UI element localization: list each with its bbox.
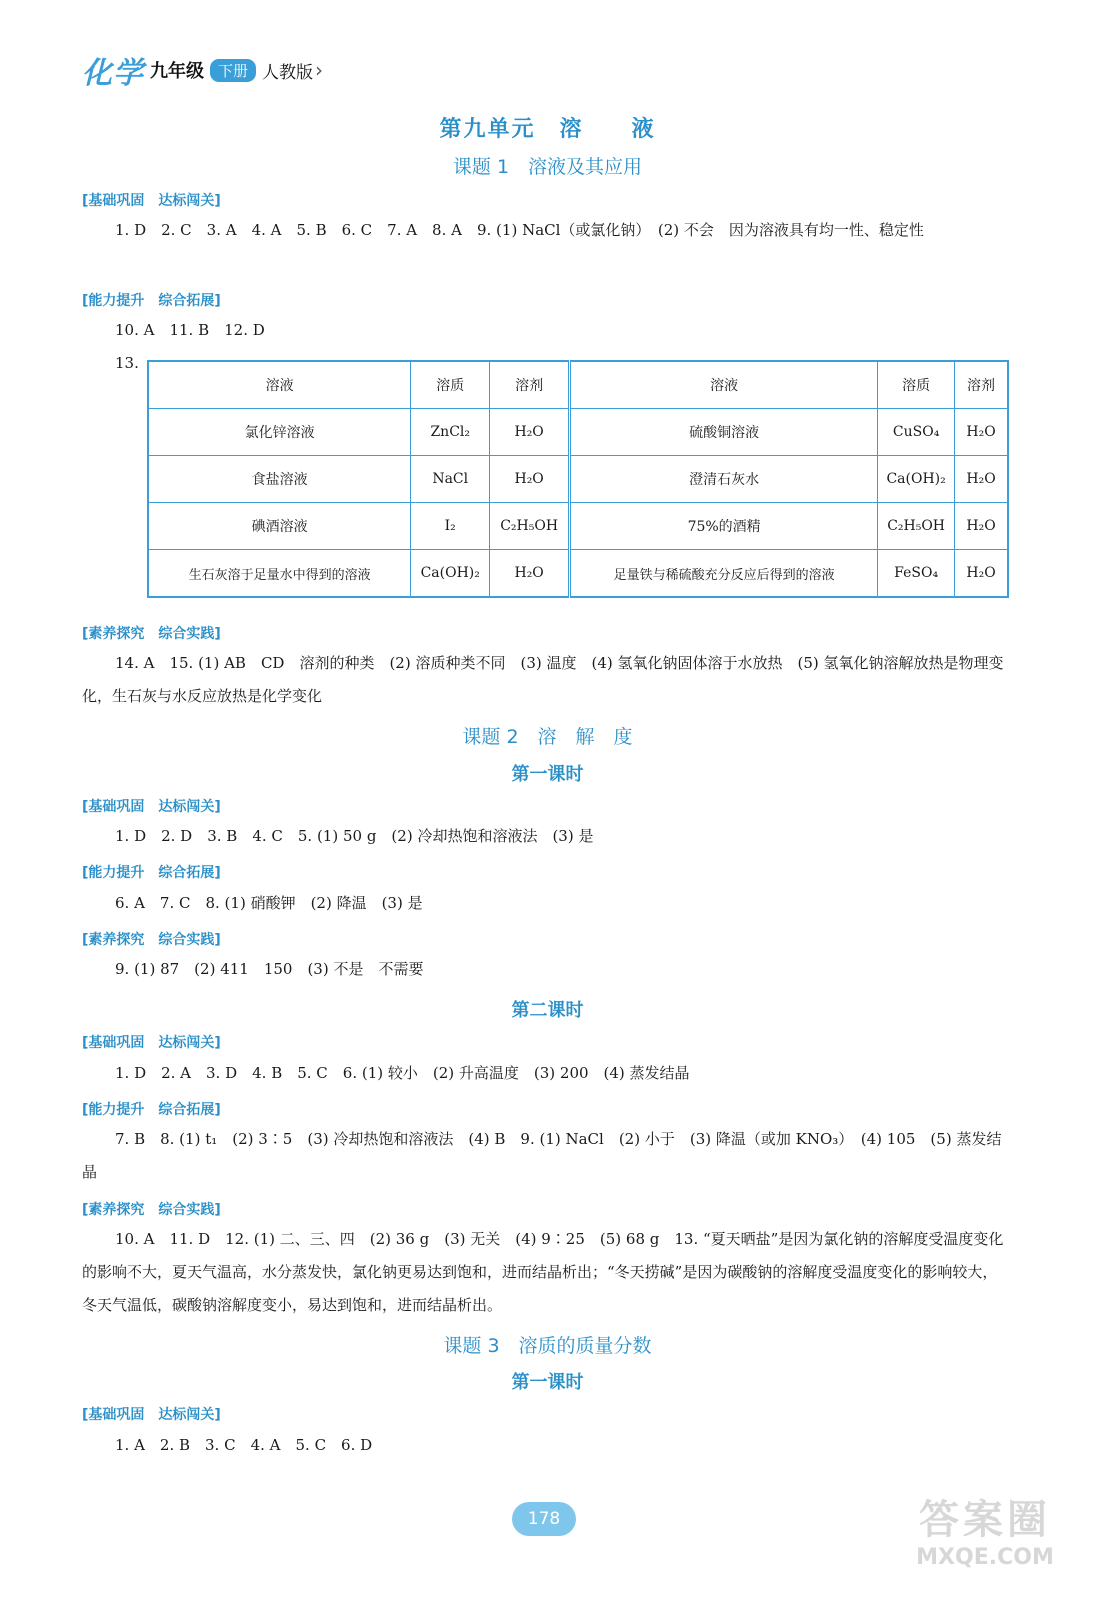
lesson-title: 第一课时 — [511, 1372, 584, 1393]
table-cell: 食盐溶液 — [148, 456, 411, 503]
question-13-label: 13. — [115, 354, 139, 372]
section-tag: [基础巩固 达标闯关] — [82, 193, 221, 209]
table-cell: 生石灰溶于足量水中得到的溶液 — [148, 550, 411, 598]
table-cell: C₂H₅OH — [878, 503, 955, 550]
table-row — [148, 456, 1008, 503]
book-header — [82, 50, 323, 90]
table-cell: H₂O — [955, 456, 1008, 503]
book-logo: 化学 — [82, 56, 144, 91]
table-cell: NaCl — [411, 456, 490, 503]
watermark-logo — [905, 1488, 1065, 1588]
answer-block: 1. D 2. A 3. D 4. B 5. C 6. (1) 较小 (2) 升高温度 (3) 200 (4) 蒸发结晶 — [115, 1064, 690, 1082]
lesson-title: 第二课时 — [511, 1000, 584, 1021]
topic2-title: 课题 2 溶 解 度 — [462, 726, 633, 748]
answer-block: 6. A 7. C 8. (1) 硝酸钾 (2) 降温 (3) 是 — [115, 894, 423, 912]
watermark-text: 答案圈 — [919, 1497, 1051, 1543]
table-header-cell: 溶液 — [570, 361, 878, 409]
table-header-cell: 溶剂 — [490, 361, 570, 409]
table-cell: 氯化锌溶液 — [148, 409, 411, 456]
table-cell: 硫酸铜溶液 — [570, 409, 878, 456]
table-header-row — [148, 361, 1008, 409]
answer-block: 7. B 8. (1) t₁ (2) 3∶5 (3) 冷却热饱和溶液法 (4) B 9. (1) NaCl (2) 小于 (3) 降温（或加 KNO₃） (4) 105 (5) 蒸发结晶 — [82, 1130, 1002, 1181]
edition-label: 人教版 — [262, 62, 314, 83]
volume-badge: 下册 — [210, 59, 256, 82]
section-tag: [能力提升 综合拓展] — [82, 1102, 221, 1118]
table-cell: I₂ — [411, 503, 490, 550]
table-header-cell: 溶质 — [411, 361, 490, 409]
table-header-cell: 溶剂 — [955, 361, 1008, 409]
lesson-title: 第一课时 — [511, 764, 584, 785]
grade-label: 九年级 — [150, 61, 204, 82]
table-cell: H₂O — [955, 409, 1008, 456]
unit-title: 第九单元 溶 液 — [439, 116, 656, 142]
table-cell: 碘酒溶液 — [148, 503, 411, 550]
table-cell: 足量铁与稀硫酸充分反应后得到的溶液 — [570, 550, 878, 598]
section-tag: [素养探究 综合实践] — [82, 626, 221, 642]
table-cell: FeSO₄ — [878, 550, 955, 598]
table-cell: Ca(OH)₂ — [411, 550, 490, 598]
answer-block: 10. A 11. B 12. D — [115, 321, 265, 339]
table-header-cell: 溶液 — [148, 361, 411, 409]
table-row — [148, 550, 1008, 598]
table-cell: H₂O — [955, 503, 1008, 550]
table-cell: H₂O — [490, 456, 570, 503]
section-tag: [基础巩固 达标闯关] — [82, 799, 221, 815]
table-cell: C₂H₅OH — [490, 503, 570, 550]
answer-block: 1. D 2. C 3. A 4. A 5. B 6. C 7. A 8. A 9. (1) NaCl（或氯化钠） (2) 不会 因为溶液具有均一性、稳定性 — [115, 221, 924, 239]
section-tag: [基础巩固 达标闯关] — [82, 1035, 221, 1051]
chevron-right-icon: › — [315, 58, 324, 82]
table-header-cell: 溶质 — [878, 361, 955, 409]
section-tag: [能力提升 综合拓展] — [82, 293, 221, 309]
table-cell: 75%的酒精 — [570, 503, 878, 550]
table-cell: H₂O — [490, 550, 570, 598]
table-cell: 澄清石灰水 — [570, 456, 878, 503]
topic1-title: 课题 1 溶液及其应用 — [452, 156, 643, 178]
table-cell: CuSO₄ — [878, 409, 955, 456]
answer-block: 14. A 15. (1) AB CD 溶剂的种类 (2) 溶质种类不同 (3) 温度 (4) 氢氧化钠固体溶于水放热 (5) 氢氧化钠溶解放热是物理变化，生石灰与水反应放热是化学变化 — [82, 654, 1004, 705]
page-number: 178 — [512, 1502, 576, 1536]
table-cell: ZnCl₂ — [411, 409, 490, 456]
table-cell: H₂O — [490, 409, 570, 456]
table-row — [148, 503, 1008, 550]
answer-block: 1. A 2. B 3. C 4. A 5. C 6. D — [115, 1436, 373, 1454]
watermark-url: MXQE.COM — [916, 1545, 1054, 1570]
solution-table — [147, 360, 1009, 598]
table-cell: H₂O — [955, 550, 1008, 598]
section-tag: [素养探究 综合实践] — [82, 1202, 221, 1218]
answer-block: 9. (1) 87 (2) 411 150 (3) 不是 不需要 — [115, 960, 424, 978]
section-tag: [基础巩固 达标闯关] — [82, 1407, 221, 1423]
answer-block: 10. A 11. D 12. (1) 二、三、四 (2) 36 g (3) 无关 (4) 9∶25 (5) 68 g 13. “夏天晒盐”是因为氯化钠的溶解度受温度变化的影响不大，夏天气温高，水分蒸发快，氯化钠更易达到饱和，进而结晶析出；“冬天捞碱”是因为碳酸钠的溶解度受温度变化的影响较大，冬天气温低，碳酸钠溶解度变小，易达到饱和，进而结晶析出。 — [82, 1230, 1004, 1314]
section-tag: [能力提升 综合拓展] — [82, 865, 221, 881]
table-row — [148, 409, 1008, 456]
table-cell: Ca(OH)₂ — [878, 456, 955, 503]
section-tag: [素养探究 综合实践] — [82, 932, 221, 948]
answer-block: 1. D 2. D 3. B 4. C 5. (1) 50 g (2) 冷却热饱和溶液法 (3) 是 — [115, 827, 594, 845]
topic3-title: 课题 3 溶质的质量分数 — [443, 1335, 652, 1357]
